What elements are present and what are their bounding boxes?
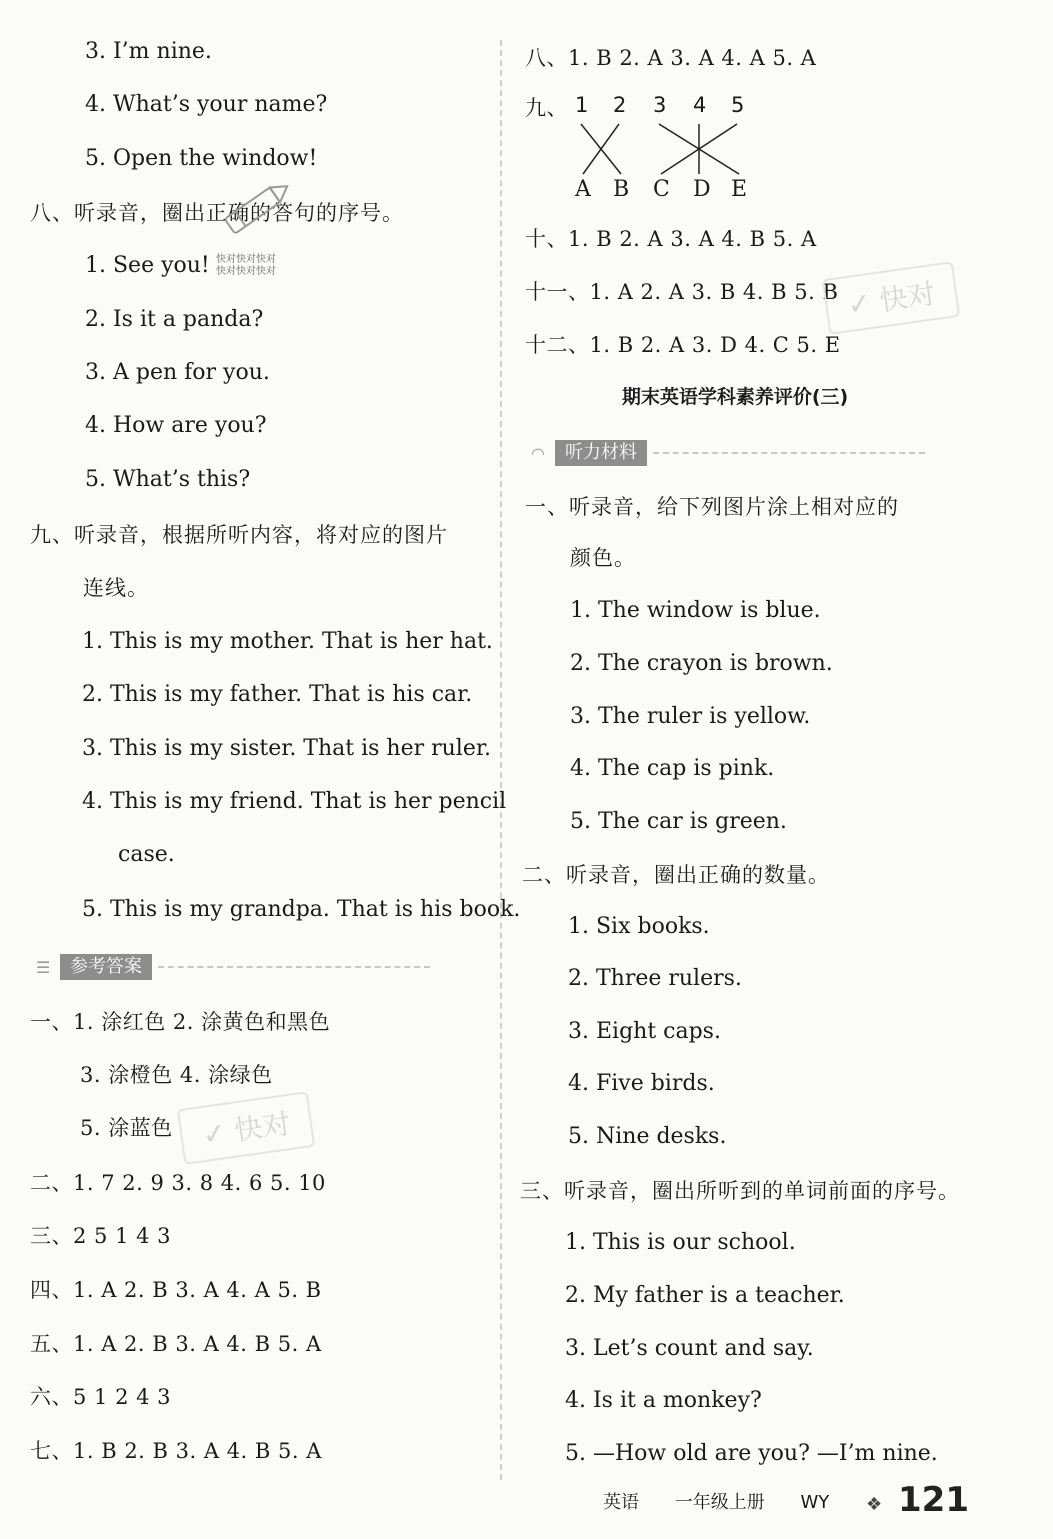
footer-grade: 一年级上册 [674,1492,765,1513]
q2-line-3: 3. Eight caps. [568,1019,721,1044]
q3-line-5: 5. —How old are you? —I’m nine. [565,1441,938,1466]
answer-9-numbers: 1 2 3 4 5 [575,93,745,117]
answer-9-prefix: 九、 [525,96,568,120]
pencil-watermark-icon [210,170,300,250]
diamond-icon: ❖ [866,1494,883,1515]
q2-heading: 二、听录音，圈出正确的数量。 [522,863,830,887]
q3-line-2: 2. My father is a teacher. [565,1283,845,1308]
q1-line-2: 2. The crayon is brown. [570,651,833,676]
page-footer [603,1488,859,1514]
q9-line-3: 3. This is my sister. That is her ruler. [82,736,491,761]
q9-line-2: 2. This is my father. That is his car. [82,682,473,707]
q3-line-4: 4. Is it a monkey? [565,1388,762,1413]
q1-heading-1: 一、听录音，给下列图片涂上相对应的 [525,495,899,519]
q3-heading: 三、听录音，圈出所听到的单词前面的序号。 [520,1179,960,1203]
q1-line-3: 3. The ruler is yellow. [570,704,811,729]
q9-heading-2: 连线。 [83,576,149,600]
q8-line-4: 4. How are you? [85,413,267,438]
answer-12: 十二、1. B 2. A 3. D 4. C 5. E [525,333,841,357]
answer-tag: ☰ 参考答案 [30,954,430,980]
q7-line-4: 4. What’s your name? [85,92,328,117]
listening-tag: ◠ 听力材料 [525,440,925,466]
q9-heading-1: 九、听录音，根据所听内容，将对应的图片 [30,523,448,547]
answer-11: 十一、1. A 2. A 3. B 4. B 5. B [525,280,839,304]
q9-line-4: 4. This is my friend. That is her pencil [82,789,507,814]
answer-4: 四、1. A 2. B 3. A 4. A 5. B [30,1278,322,1302]
watermark-logo-2: ✓ 快对 [822,261,961,335]
list-icon: ☰ [35,957,51,977]
answer-5: 五、1. A 2. B 3. A 4. B 5. A [30,1332,322,1356]
headphones-icon: ◠ [531,443,545,463]
q3-line-1: 1. This is our school. [565,1230,796,1255]
answer-2: 二、1. 7 2. 9 3. 8 4. 6 5. 10 [30,1171,326,1195]
q2-line-2: 2. Three rulers. [568,966,742,991]
page-number: 121 [898,1480,969,1520]
q1-line-4: 4. The cap is pink. [570,756,775,781]
footer-edition: WY [800,1492,830,1513]
column-divider [500,40,502,1480]
q8-line-2: 2. Is it a panda? [85,307,264,332]
watermark-small: 快对快对快对 快对快对快对 [216,254,276,277]
q3-line-3: 3. Let’s count and say. [565,1336,814,1361]
q1-heading-2: 颜色。 [570,546,636,570]
q2-line-4: 4. Five birds. [568,1071,715,1096]
q2-line-1: 1. Six books. [568,914,710,939]
check-icon: ✓ [200,1116,229,1152]
answer-1c: 5. 涂蓝色 [80,1116,173,1140]
q8-line-1: 1. See you! [85,253,210,278]
answer-1a: 一、1. 涂红色 2. 涂黄色和黑色 [30,1010,331,1034]
q1-line-5: 5. The car is green. [570,809,787,834]
answer-1b: 3. 涂橙色 4. 涂绿色 [80,1063,273,1087]
q7-line-3: 3. I’m nine. [85,39,212,64]
section-title: 期末英语学科素养评价(三) [621,386,849,408]
check-icon: ✓ [845,286,874,322]
q8-line-3: 3. A pen for you. [85,360,270,385]
answer-9-match-lines [575,122,755,178]
q9-line-5: 5. This is my grandpa. That is his book. [82,897,521,922]
q9-line-4-cont: case. [118,842,175,867]
q9-line-1: 1. This is my mother. That is her hat. [82,629,493,654]
answer-10: 十、1. B 2. A 3. A 4. B 5. A [525,227,817,251]
q8-line-5: 5. What’s this? [85,467,251,492]
q2-line-5: 5. Nine desks. [568,1124,727,1149]
answer-6: 六、5 1 2 4 3 [30,1385,172,1409]
q1-line-1: 1. The window is blue. [570,598,821,623]
watermark-logo: ✓ 快对 [177,1091,316,1165]
answer-8: 八、1. B 2. A 3. A 4. A 5. A [525,46,817,70]
answer-3: 三、2 5 1 4 3 [30,1224,172,1248]
q8-heading: 八、听录音，圈出正确的答句的序号。 [30,201,404,225]
answer-7: 七、1. B 2. B 3. A 4. B 5. A [30,1439,322,1463]
q7-line-5: 5. Open the window! [85,146,318,171]
footer-subject: 英语 [603,1492,639,1513]
